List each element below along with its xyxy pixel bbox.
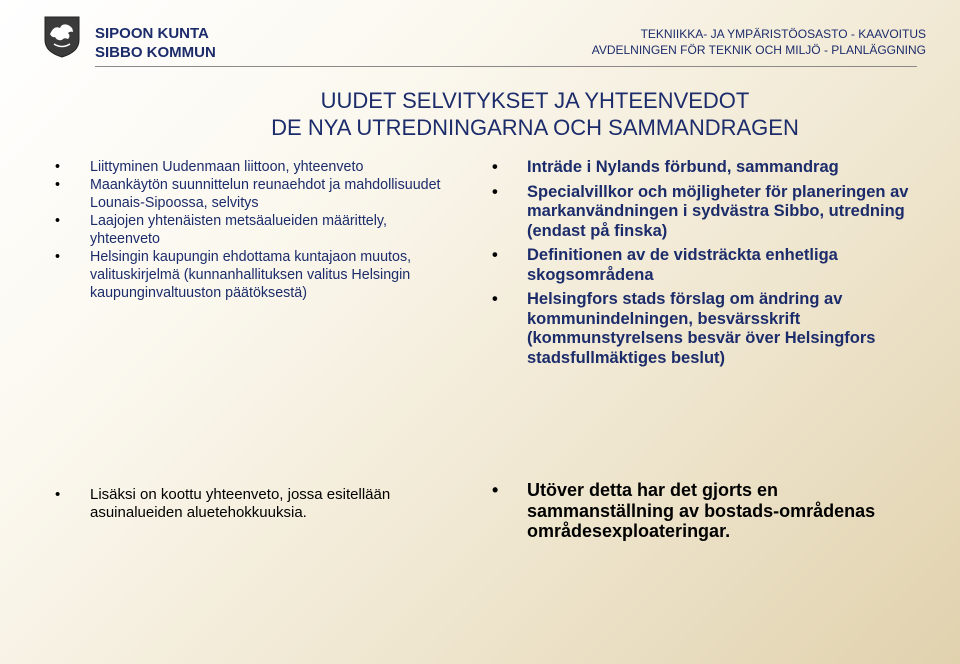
list-item: • Helsingin kaupungin ehdottama kuntajaon muutos, valituskirjelmä (kunnanhallituksen valitus Helsingin kaupunginvaltuuston päätöksestä): [55, 248, 450, 302]
note-item: • Lisäksi on koottu yhteenveto, jossa esitellään asuinalueiden aluetehokkuuksia.: [55, 486, 475, 522]
org-name-finnish: SIPOON KUNTA: [95, 25, 209, 42]
note-item: • Utöver detta har det gjorts en sammanställning av bostads-områdenas områdesexploateringar.: [492, 480, 912, 542]
page-title: [140, 87, 930, 141]
dept-name-swedish: AVDELNINGEN FÖR TEKNIK OCH MILJÖ - PLANLÄGGNING: [591, 43, 926, 57]
list-item: • Liittyminen Uudenmaan liittoon, yhteenveto: [55, 158, 450, 176]
finnish-note: [55, 486, 475, 522]
coat-of-arms-icon: [44, 16, 80, 58]
dept-name-finnish: TEKNIIKKA- JA YMPÄRISTÖOSASTO - KAAVOITUS: [640, 27, 926, 41]
swedish-items-list: [492, 158, 932, 373]
org-name-swedish: SIBBO KOMMUN: [95, 44, 216, 61]
finnish-items-list: [55, 158, 450, 302]
title-finnish: UUDET SELVITYKSET JA YHTEENVEDOT: [320, 88, 750, 113]
department-name: [592, 26, 926, 58]
header-divider: [95, 66, 917, 67]
list-item: • Helsingfors stads förslag om ändring av kommunindelningen, besvärsskrift (kommunstyrelsens besvär över Helsingfors stadsfullmäktiges beslut): [492, 290, 932, 368]
list-item: • Specialvillkor och möjligheter för planeringen av markanvändningen i sydvästra Sibbo, utredning (endast på finska): [492, 183, 932, 242]
title-swedish: DE NYA UTREDNINGARNA OCH SAMMANDRAGEN: [271, 115, 799, 140]
swedish-note: [492, 480, 912, 542]
list-item: • Definitionen av de vidsträckta enhetliga skogsområdena: [492, 246, 932, 285]
organization-name: [95, 24, 216, 62]
list-item: • Laajojen yhtenäisten metsäalueiden määrittely, yhteenveto: [55, 212, 450, 248]
list-item: • Maankäytön suunnittelun reunaehdot ja mahdollisuudet Lounais-Sipoossa, selvitys: [55, 176, 450, 212]
list-item: • Inträde i Nylands förbund, sammandrag: [492, 158, 932, 178]
